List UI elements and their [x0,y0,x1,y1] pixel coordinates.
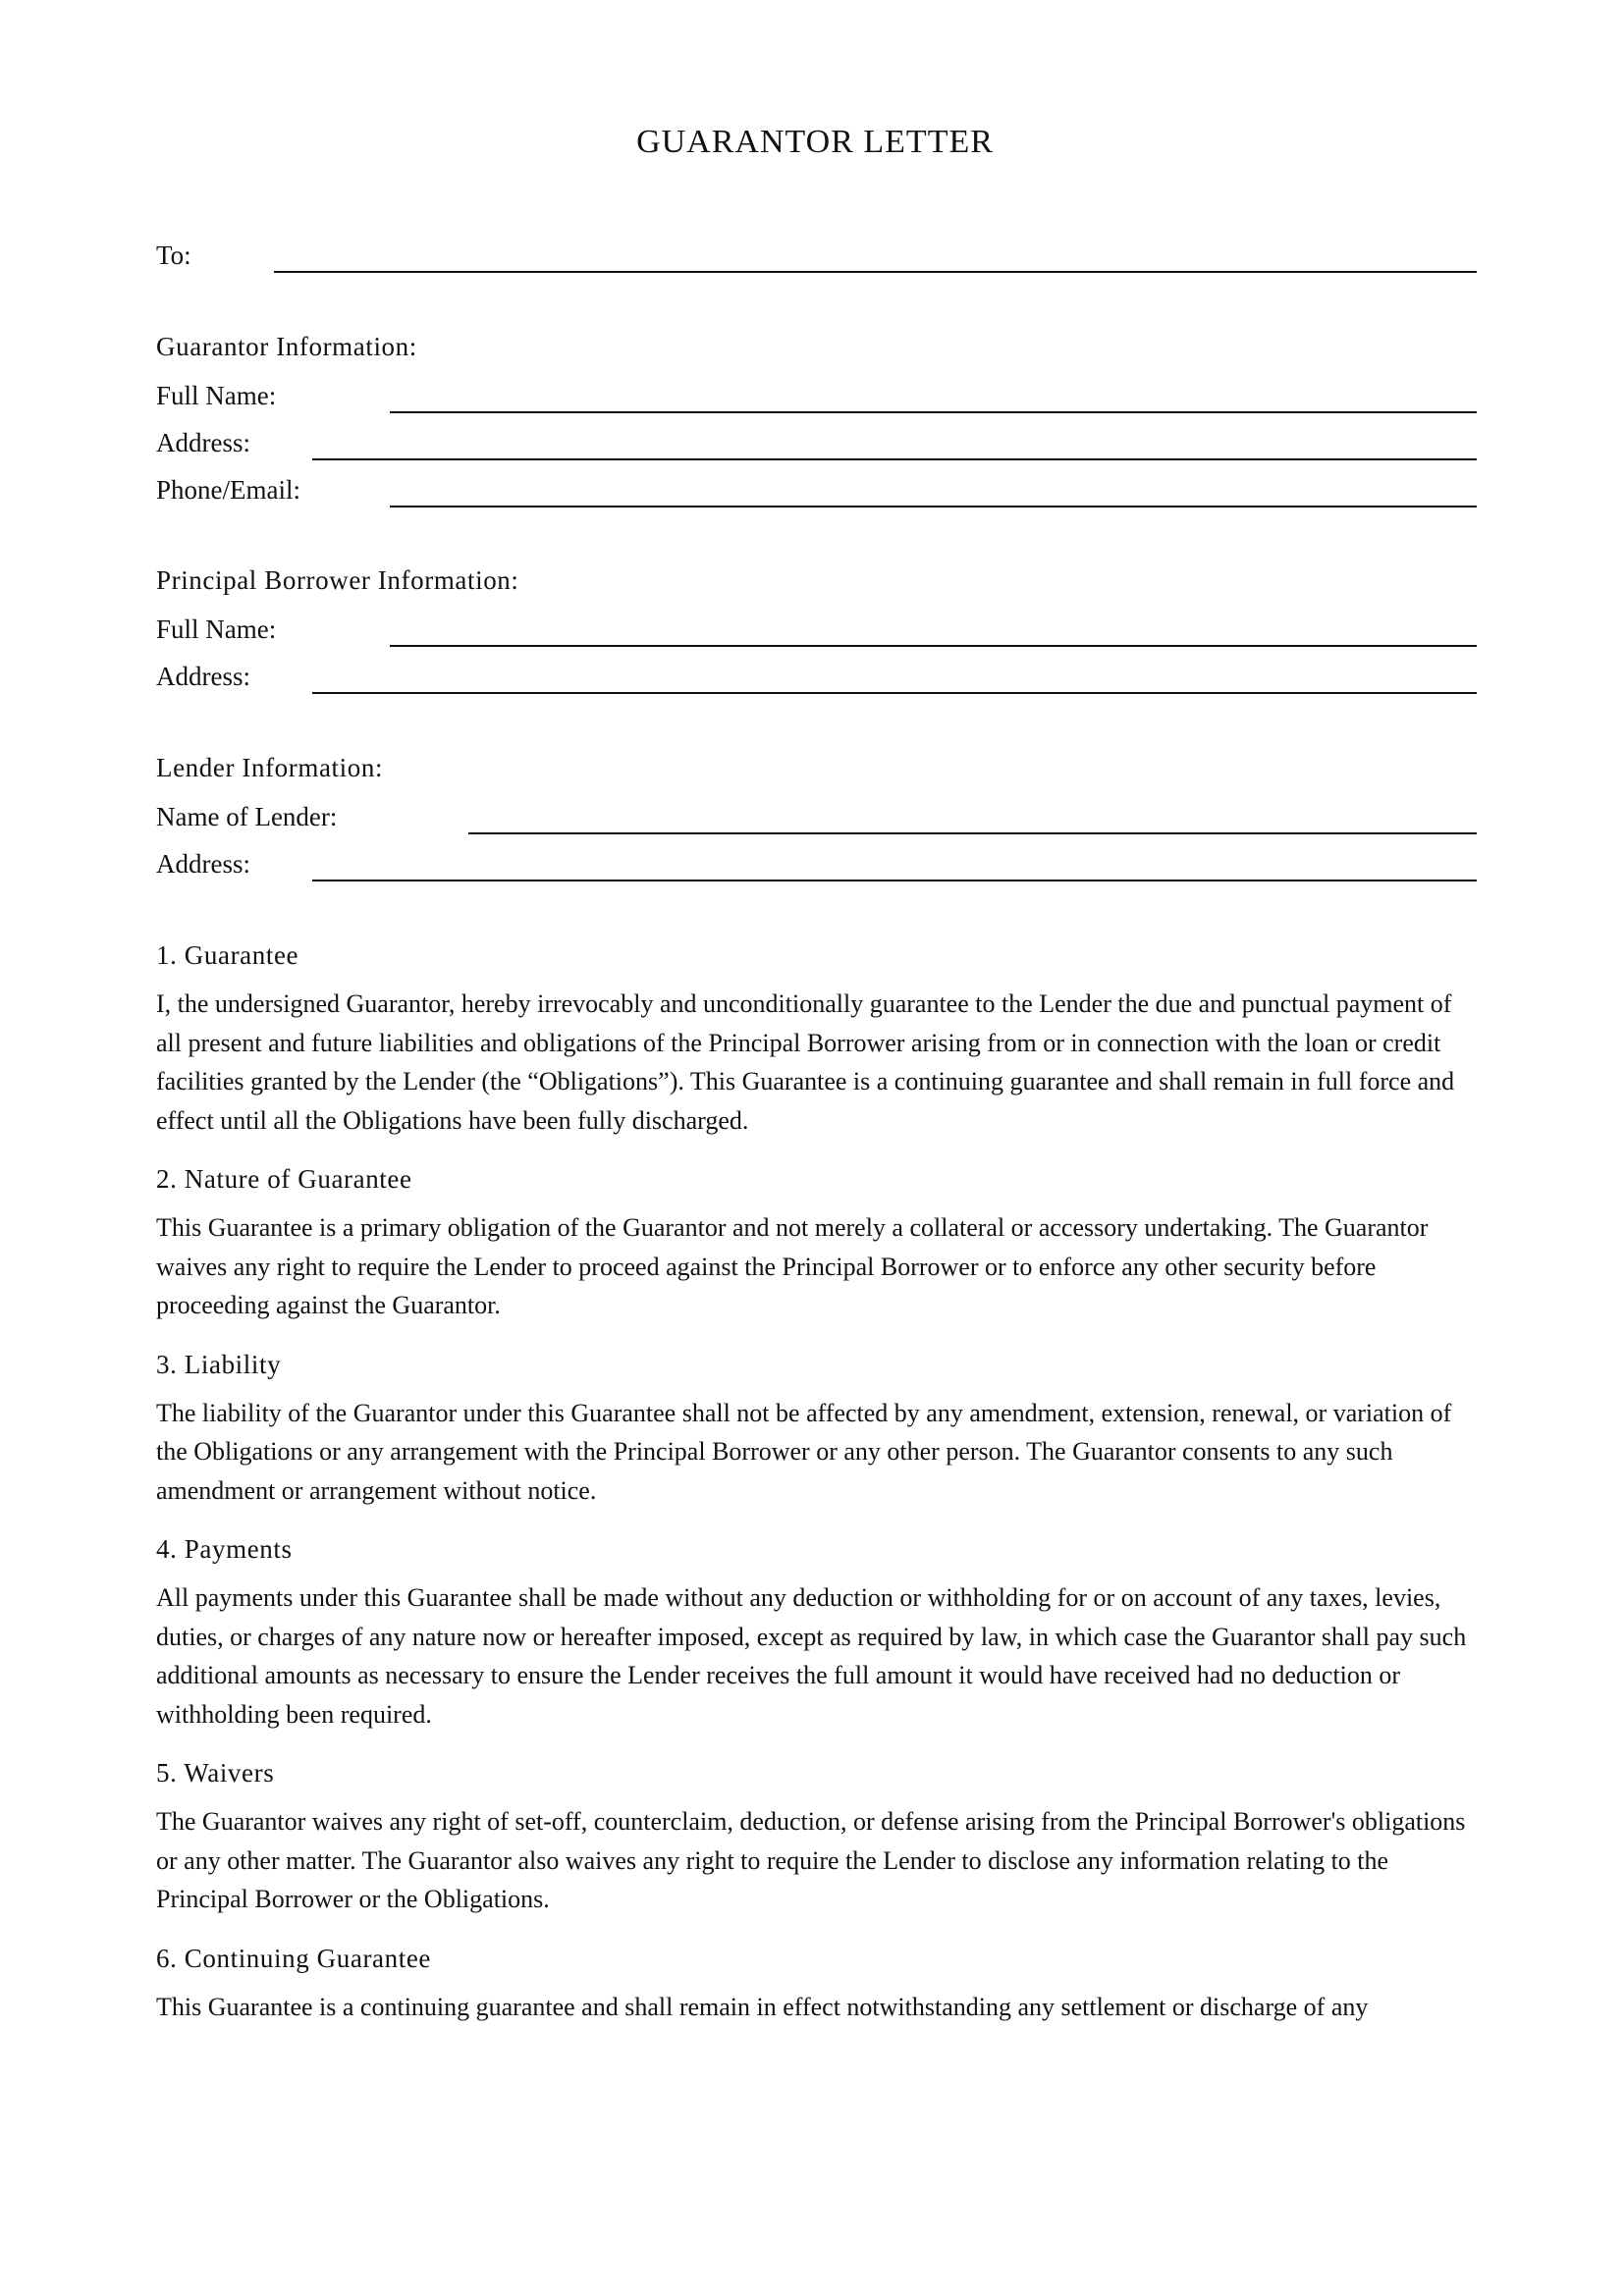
guarantor-address-line[interactable] [312,458,1477,460]
to-label: To: [156,240,191,270]
lender-heading: Lender Information: [156,753,384,782]
lender-address-field[interactable] [156,842,1477,881]
guarantor-full-name-line[interactable] [390,411,1477,413]
section-heading: 6. Continuing Guarantee [156,1943,431,1973]
guarantor-full-name-label: Full Name: [156,381,277,410]
section-heading: 3. Liability [156,1349,282,1379]
guarantor-address-label: Address: [156,428,250,457]
to-line[interactable] [274,271,1477,273]
section-heading: 1. Guarantee [156,940,299,970]
borrower-heading: Principal Borrower Information: [156,565,519,595]
guarantor-contact-line[interactable] [390,506,1477,507]
lender-name-field[interactable] [156,795,1477,834]
section-body: The liability of the Guarantor under this Guarantee shall not be affected by any amendment, extension, renewal, or variation of the Obligations or any arrangement with the Principal Borrower or any other person. The Guarantor consents to any such amendment or arrangement without notice. [156,1398,1452,1505]
borrower-full-name-line[interactable] [390,645,1477,647]
borrower-address-label: Address: [156,662,250,691]
section-continuing-guarantee [156,1940,1482,2027]
section-payments [156,1530,1482,1734]
section-body: This Guarantee is a primary obligation of the Guarantor and not merely a collateral or accessory undertaking. The Guarantor waives any right to require the Lender to proceed against the Principal Borrower or to enforce any other security before proceeding against the Guarantor. [156,1213,1429,1319]
section-heading: 5. Waivers [156,1758,275,1788]
guarantor-full-name-field[interactable] [156,374,1477,413]
section-nature-of-guarantee [156,1160,1482,1325]
section-body: All payments under this Guarantee shall be made without any deduction or withholding for or on account of any taxes, levies, duties, or charges of any nature now or hereafter imposed, except as required by law, in which case the Guarantor shall pay such additional amounts as necessary to ensure the Lender receives the full amount it would have received had no deduction or withholding been required. [156,1583,1467,1729]
section-body: This Guarantee is a continuing guarantee and shall remain in effect notwithstanding any settlement or discharge of any [156,1992,1369,2021]
guarantee-sections [156,936,1482,2047]
lender-name-label: Name of Lender: [156,802,338,831]
document-title: GUARANTOR LETTER [636,124,994,160]
borrower-full-name-field[interactable] [156,608,1477,647]
section-liability [156,1346,1482,1511]
guarantor-heading: Guarantor Information: [156,332,417,361]
section-body: I, the undersigned Guarantor, hereby irrevocably and unconditionally guarantee to the Lender the due and punctual payment of all present and future liabilities and obligations of the Principal Borrower arising from or in connection with the loan or credit facilities granted by the Lender (the “Obligations”). This Guarantee is a continuing guarantee and shall remain in full force and effect until all the Obligations have been fully discharged. [156,989,1455,1135]
lender-name-line[interactable] [468,832,1477,834]
to-field[interactable] [156,234,1477,273]
section-body: The Guarantor waives any right of set-off, counterclaim, deduction, or defense arising from the Principal Borrower's obligations or any other matter. The Guarantor also waives any right to require the Lender to disclose any information relating to the Principal Borrower or the Obligations. [156,1807,1466,1913]
section-heading: 2. Nature of Guarantee [156,1164,412,1194]
guarantor-contact-label: Phone/Email: [156,475,300,505]
lender-address-label: Address: [156,849,250,879]
borrower-address-field[interactable] [156,655,1477,694]
guarantor-address-field[interactable] [156,421,1477,460]
section-guarantee [156,936,1482,1140]
section-heading: 4. Payments [156,1534,293,1564]
section-waivers [156,1754,1482,1919]
borrower-full-name-label: Full Name: [156,614,277,644]
lender-address-line[interactable] [312,880,1477,881]
borrower-address-line[interactable] [312,692,1477,694]
guarantor-contact-field[interactable] [156,468,1477,507]
